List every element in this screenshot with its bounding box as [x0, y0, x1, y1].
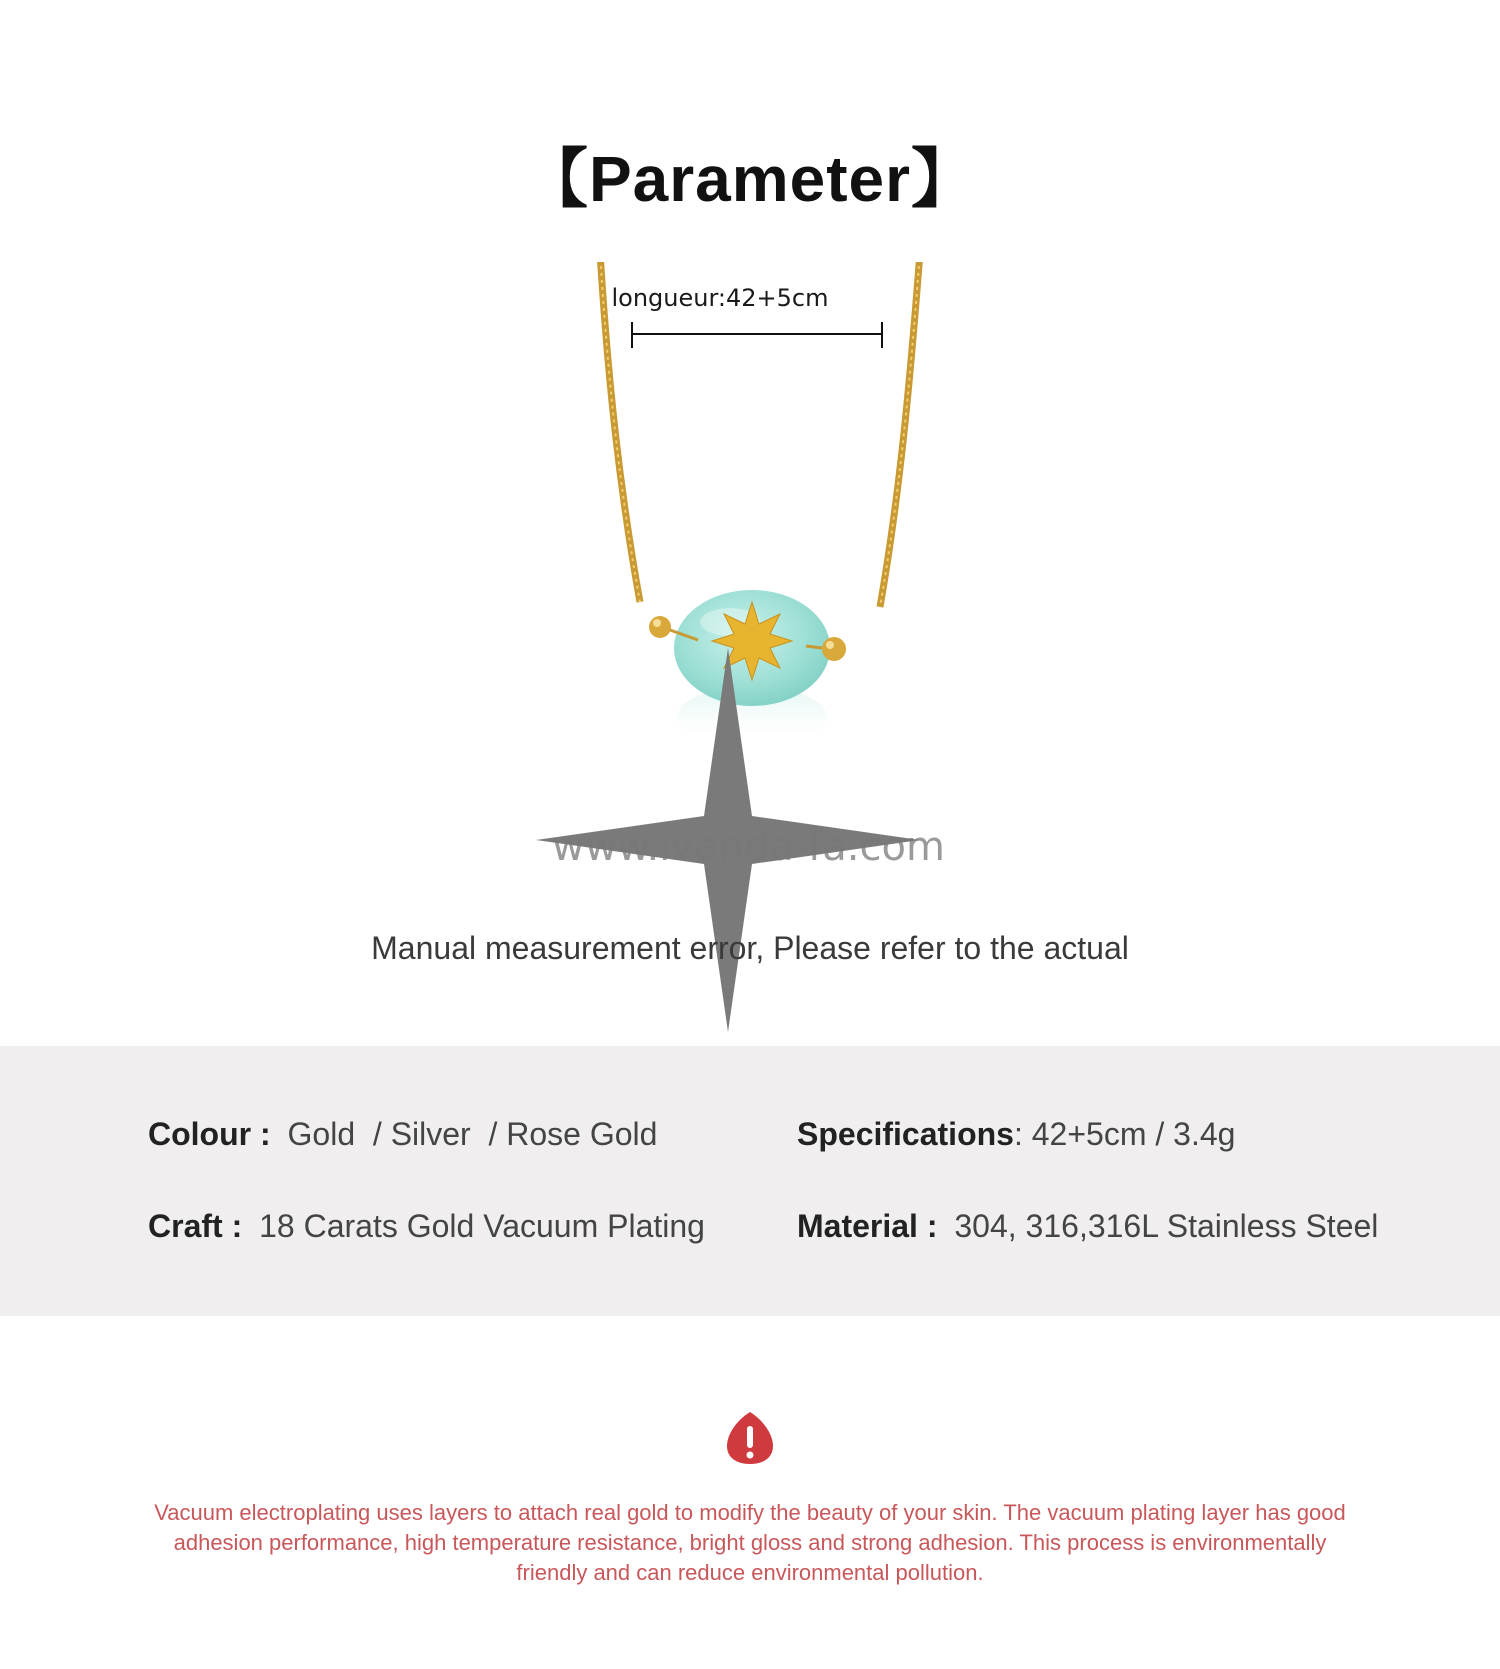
measurement-note: Manual measurement error, Please refer to the actual — [371, 930, 1129, 966]
spec-colour — [148, 1116, 657, 1153]
watermark — [488, 580, 945, 1114]
watermark-url: www.ivanda-fa.com — [552, 824, 945, 870]
spec-panel — [0, 1046, 1500, 1316]
chain-left — [600, 262, 640, 602]
spec-specifications — [797, 1116, 1235, 1153]
spec-craft-value: 18 Carats Gold Vacuum Plating — [259, 1208, 705, 1244]
spec-craft — [148, 1208, 705, 1245]
spec-craft-label: Craft : — [148, 1208, 243, 1244]
spec-material — [797, 1208, 1378, 1245]
length-label: longueur:42+5cm — [611, 284, 829, 312]
exclamation-icon — [725, 1410, 775, 1466]
spec-colour-value: Gold / Silver / Rose Gold — [287, 1116, 658, 1152]
chain-right — [880, 262, 920, 607]
plating-notice: Vacuum electroplating uses layers to attach real gold to modify the beauty of your skin. The vacuum plating layer has good adhesion performance, high temperature resistance, bright gloss and strong adhesion. This process is environmentally friendly and can reduce environmental pollution. — [154, 1500, 1346, 1585]
spec-colour-label: Colour : — [148, 1116, 271, 1152]
spec-specifications-value: : 42+5cm / 3.4g — [1013, 1116, 1236, 1152]
spec-specifications-label: Specifications — [797, 1116, 1014, 1152]
necklace-figure — [480, 262, 960, 870]
spec-material-value: 304, 316,316L Stainless Steel — [954, 1208, 1379, 1244]
spec-material-label: Material : — [797, 1208, 938, 1244]
page-title: 【Parameter】 — [523, 143, 977, 215]
ivanda-logo — [488, 580, 542, 1114]
